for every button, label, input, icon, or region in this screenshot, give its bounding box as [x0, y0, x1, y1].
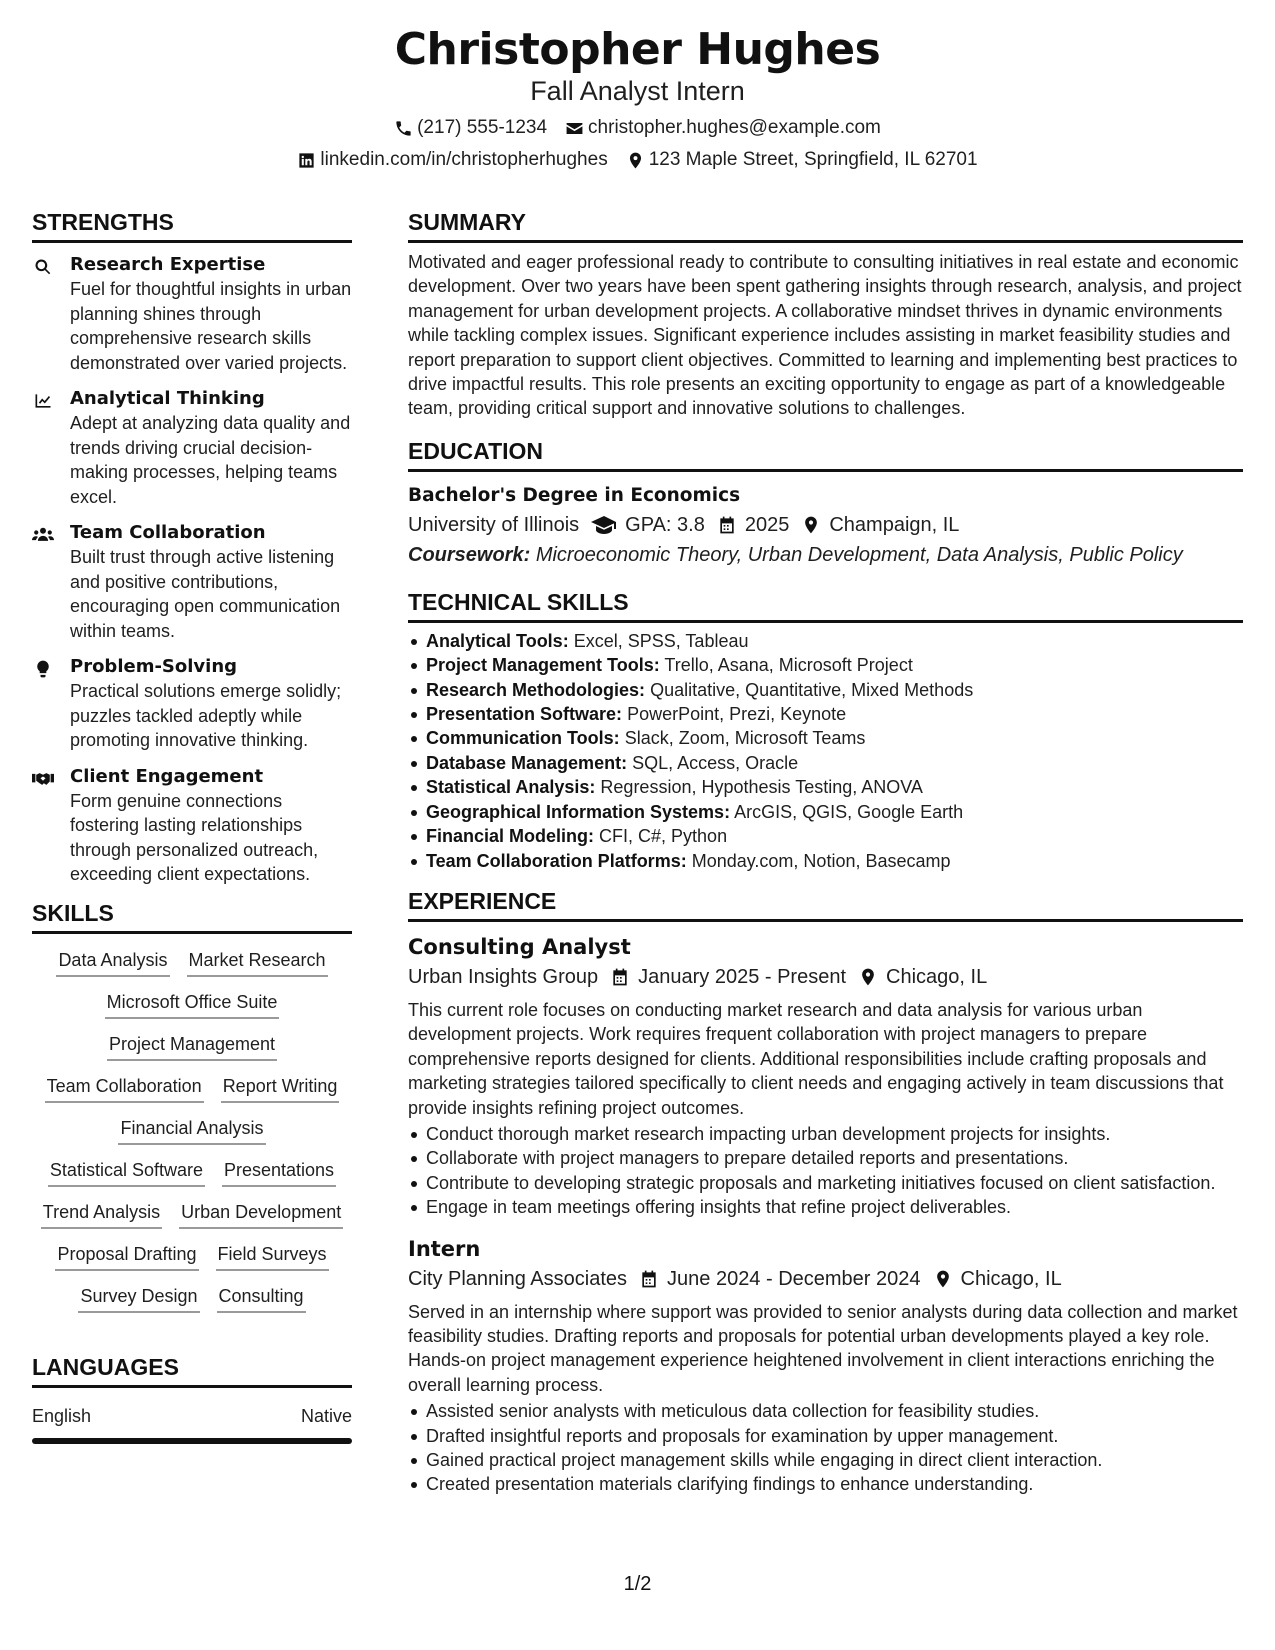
- experience-heading: EXPERIENCE: [408, 887, 1243, 922]
- strength-item: [32, 765, 352, 887]
- list-item: [408, 629, 1243, 653]
- resume-header: [0, 24, 1275, 172]
- candidate-role: Fall Analyst Intern: [530, 76, 745, 106]
- list-item: Conduct thorough market research impacting urban development projects for insights.: [408, 1122, 1243, 1146]
- envelope-icon: [565, 119, 584, 138]
- strength-item: [32, 253, 352, 375]
- summary-heading: SUMMARY: [408, 208, 1243, 243]
- right-column: [408, 208, 1243, 1497]
- skill-value: PowerPoint, Prezi, Keynote: [627, 704, 847, 725]
- list-item: Gained practical project management skills while engaging in direct client interaction.: [408, 1448, 1243, 1472]
- job-meta: [408, 1264, 1243, 1294]
- skills-list: [32, 948, 352, 1313]
- company-name: Urban Insights Group: [408, 965, 599, 988]
- contact-phone: [394, 116, 547, 140]
- strength-item: [32, 521, 352, 643]
- job-dates: January 2025 - Present: [638, 965, 847, 988]
- technical-skills-heading: TECHNICAL SKILLS: [408, 588, 1243, 623]
- skill-label: Financial Modeling:: [426, 826, 595, 847]
- skill-tag: Team Collaboration: [45, 1074, 204, 1103]
- list-item: Drafted insightful reports and proposals for examination by upper management.: [408, 1424, 1243, 1448]
- education-heading: EDUCATION: [408, 437, 1243, 472]
- contact-email[interactable]: [565, 116, 881, 140]
- search-icon: [32, 257, 54, 277]
- strength-desc: Practical solutions emerge solidly; puzzles tackled adeptly while promoting innovative thinking.: [70, 681, 342, 750]
- calendar-icon: [610, 967, 630, 987]
- contact-row-2: [0, 148, 1275, 172]
- contact-linkedin[interactable]: [297, 148, 607, 172]
- skill-tag: Survey Design: [78, 1284, 199, 1313]
- skill-label: Team Collaboration Platforms:: [426, 850, 687, 871]
- skill-value: SQL, Access, Oracle: [632, 752, 799, 773]
- left-column: [32, 208, 352, 1444]
- language-row: [32, 1404, 352, 1438]
- calendar-icon: [639, 1269, 659, 1289]
- skill-tag: Statistical Software: [48, 1158, 205, 1187]
- education-meta: [408, 510, 1243, 540]
- gpa-text: GPA: 3.8: [625, 513, 705, 536]
- list-item: [408, 678, 1243, 702]
- skill-label: Statistical Analysis:: [426, 777, 596, 798]
- map-marker-icon: [858, 967, 878, 987]
- list-item: Engage in team meetings offering insights that refine project deliverables.: [408, 1195, 1243, 1219]
- phone-icon: [394, 119, 413, 138]
- linkedin-text[interactable]: linkedin.com/in/christopherhughes: [320, 149, 608, 170]
- strength-title: Analytical Thinking: [70, 388, 265, 409]
- contact-address: [626, 148, 978, 172]
- technical-skills-list: [408, 629, 1243, 873]
- skill-tag: Market Research: [187, 948, 328, 977]
- skill-tag: Data Analysis: [56, 948, 169, 977]
- coursework-list: Microeconomic Theory, Urban Development, Data Analysis, Public Policy: [535, 543, 1183, 566]
- skill-value: CFI, C#, Python: [599, 826, 728, 847]
- linkedin-icon: [297, 151, 316, 170]
- job-bullets: [408, 1122, 1243, 1220]
- skill-tag: Urban Development: [179, 1200, 343, 1229]
- skill-value: Monday.com, Notion, Basecamp: [691, 850, 951, 871]
- chart-line-icon: [32, 391, 54, 411]
- job-entry: [408, 932, 1243, 1220]
- users-icon: [32, 525, 54, 545]
- skill-tag: Field Surveys: [216, 1242, 329, 1271]
- skill-value: Excel, SPSS, Tableau: [573, 630, 749, 651]
- strength-desc: Form genuine connections fostering lasting relationships through personalized outreach, exceeding client expectations.: [70, 790, 319, 884]
- languages-heading: LANGUAGES: [32, 1353, 352, 1388]
- language-proficiency-bar: [32, 1438, 352, 1444]
- page-number: 1/2: [623, 1573, 652, 1595]
- calendar-icon: [717, 515, 737, 535]
- skill-value: Qualitative, Quantitative, Mixed Methods: [650, 679, 974, 700]
- company-name: City Planning Associates: [408, 1267, 628, 1290]
- skill-value: Trello, Asana, Microsoft Project: [664, 655, 913, 676]
- graduation-year: 2025: [744, 513, 790, 536]
- job-location: Chicago, IL: [886, 965, 988, 988]
- summary-text: Motivated and eager professional ready to contribute to consulting initiatives in real estate and economic development. Over two years have been spent gathering insights through research, analysis, and project management for urban development projects. A collaborative mindset thrives in dynamic environments while tackling complex issues. Significant experience includes assisting in market feasibility studies and report preparation to support client objectives. Committed to learning and implementing best practices to drive impactful results. This role presents an exciting opportunity to engage as part of a knowledgeable team, providing critical support and innovative solutions to challenges.: [408, 252, 1242, 419]
- list-item: [408, 849, 1243, 873]
- strength-item: [32, 655, 352, 753]
- skill-label: Presentation Software:: [426, 704, 623, 725]
- coursework-label: Coursework:: [408, 543, 531, 566]
- degree-title: Bachelor's Degree in Economics: [408, 484, 741, 506]
- candidate-name: Christopher Hughes: [394, 24, 881, 75]
- phone-text: (217) 555-1234: [417, 117, 548, 138]
- job-title: Intern: [408, 1236, 481, 1261]
- skill-value: Slack, Zoom, Microsoft Teams: [624, 728, 866, 749]
- lightbulb-icon: [32, 659, 54, 679]
- skill-tag: Consulting: [217, 1284, 306, 1313]
- skill-label: Geographical Information Systems:: [426, 801, 731, 822]
- school-location: Champaign, IL: [829, 513, 960, 536]
- school-name: University of Illinois: [408, 513, 580, 536]
- map-marker-icon: [933, 1269, 953, 1289]
- list-item: Created presentation materials clarifying findings to enhance understanding.: [408, 1472, 1243, 1496]
- strength-title: Research Expertise: [70, 254, 266, 275]
- job-location: Chicago, IL: [960, 1267, 1062, 1290]
- handshake-icon: [32, 769, 54, 789]
- strength-title: Problem-Solving: [70, 656, 238, 677]
- skill-label: Research Methodologies:: [426, 679, 646, 700]
- strength-desc: Fuel for thoughtful insights in urban planning shines through comprehensive research skills demonstrated over varied projects.: [70, 279, 352, 373]
- email-text[interactable]: christopher.hughes@example.com: [588, 117, 881, 138]
- map-marker-icon: [626, 151, 645, 170]
- list-item: [408, 775, 1243, 799]
- skill-value: Regression, Hypothesis Testing, ANOVA: [600, 777, 923, 798]
- graduation-cap-icon: [591, 515, 617, 535]
- skill-label: Communication Tools:: [426, 728, 620, 749]
- skill-tag: Project Management: [107, 1032, 277, 1061]
- job-bullets: [408, 1399, 1243, 1497]
- list-item: [408, 726, 1243, 750]
- strength-title: Team Collaboration: [70, 522, 266, 543]
- job-description: This current role focuses on conducting market research and data analysis for various urban development projects. Work requires frequent collaboration with project managers to prepare comprehensive reports designed for clients. Additional responsibilities include crafting proposals and marketing strategies tailored specifically to client needs and engaging actively in team discussions that provide insights refining project outcomes.: [408, 999, 1224, 1118]
- skill-tag: Report Writing: [221, 1074, 340, 1103]
- job-entry: [408, 1234, 1243, 1497]
- strength-desc: Built trust through active listening and positive contributions, encouraging open communication within teams.: [70, 547, 341, 641]
- list-item: [408, 800, 1243, 824]
- list-item: Assisted senior analysts with meticulous data collection for feasibility studies.: [408, 1399, 1243, 1423]
- skills-heading: SKILLS: [32, 899, 352, 934]
- map-marker-icon: [801, 515, 821, 535]
- address-text: 123 Maple Street, Springfield, IL 62701: [648, 149, 978, 170]
- skill-tag: Proposal Drafting: [55, 1242, 198, 1271]
- job-title: Consulting Analyst: [408, 934, 631, 959]
- contact-row-1: [0, 116, 1275, 140]
- skill-tag: Presentations: [222, 1158, 336, 1187]
- list-item: [408, 653, 1243, 677]
- strength-desc: Adept at analyzing data quality and trends driving crucial decision-making processes, helping teams excel.: [70, 413, 351, 507]
- skill-value: ArcGIS, QGIS, Google Earth: [734, 801, 964, 822]
- strength-item: [32, 387, 352, 509]
- list-item: Collaborate with project managers to prepare detailed reports and presentations.: [408, 1146, 1243, 1170]
- skill-label: Project Management Tools:: [426, 655, 660, 676]
- list-item: [408, 702, 1243, 726]
- skill-tag: Microsoft Office Suite: [105, 990, 280, 1019]
- skill-tag: Financial Analysis: [118, 1116, 265, 1145]
- language-level: Native: [300, 1405, 352, 1426]
- list-item: [408, 824, 1243, 848]
- list-item: [408, 751, 1243, 775]
- skill-label: Analytical Tools:: [426, 630, 569, 651]
- job-description: Served in an internship where support was provided to senior analysts during data collection and market feasibility studies. Drafting reports and proposals for potential urban developments played a key role. Hands-on project management experience heightened involvement in client interactions enriching the overall learning process.: [408, 1301, 1238, 1395]
- list-item: Contribute to developing strategic proposals and marketing initiatives focused on client satisfaction.: [408, 1171, 1243, 1195]
- strengths-heading: STRENGTHS: [32, 208, 352, 243]
- skill-tag: Trend Analysis: [41, 1200, 162, 1229]
- job-meta: [408, 962, 1243, 992]
- strength-title: Client Engagement: [70, 765, 264, 787]
- skill-label: Database Management:: [426, 752, 628, 773]
- coursework: [408, 540, 1243, 570]
- language-name: English: [32, 1405, 92, 1426]
- job-dates: June 2024 - December 2024: [667, 1267, 921, 1290]
